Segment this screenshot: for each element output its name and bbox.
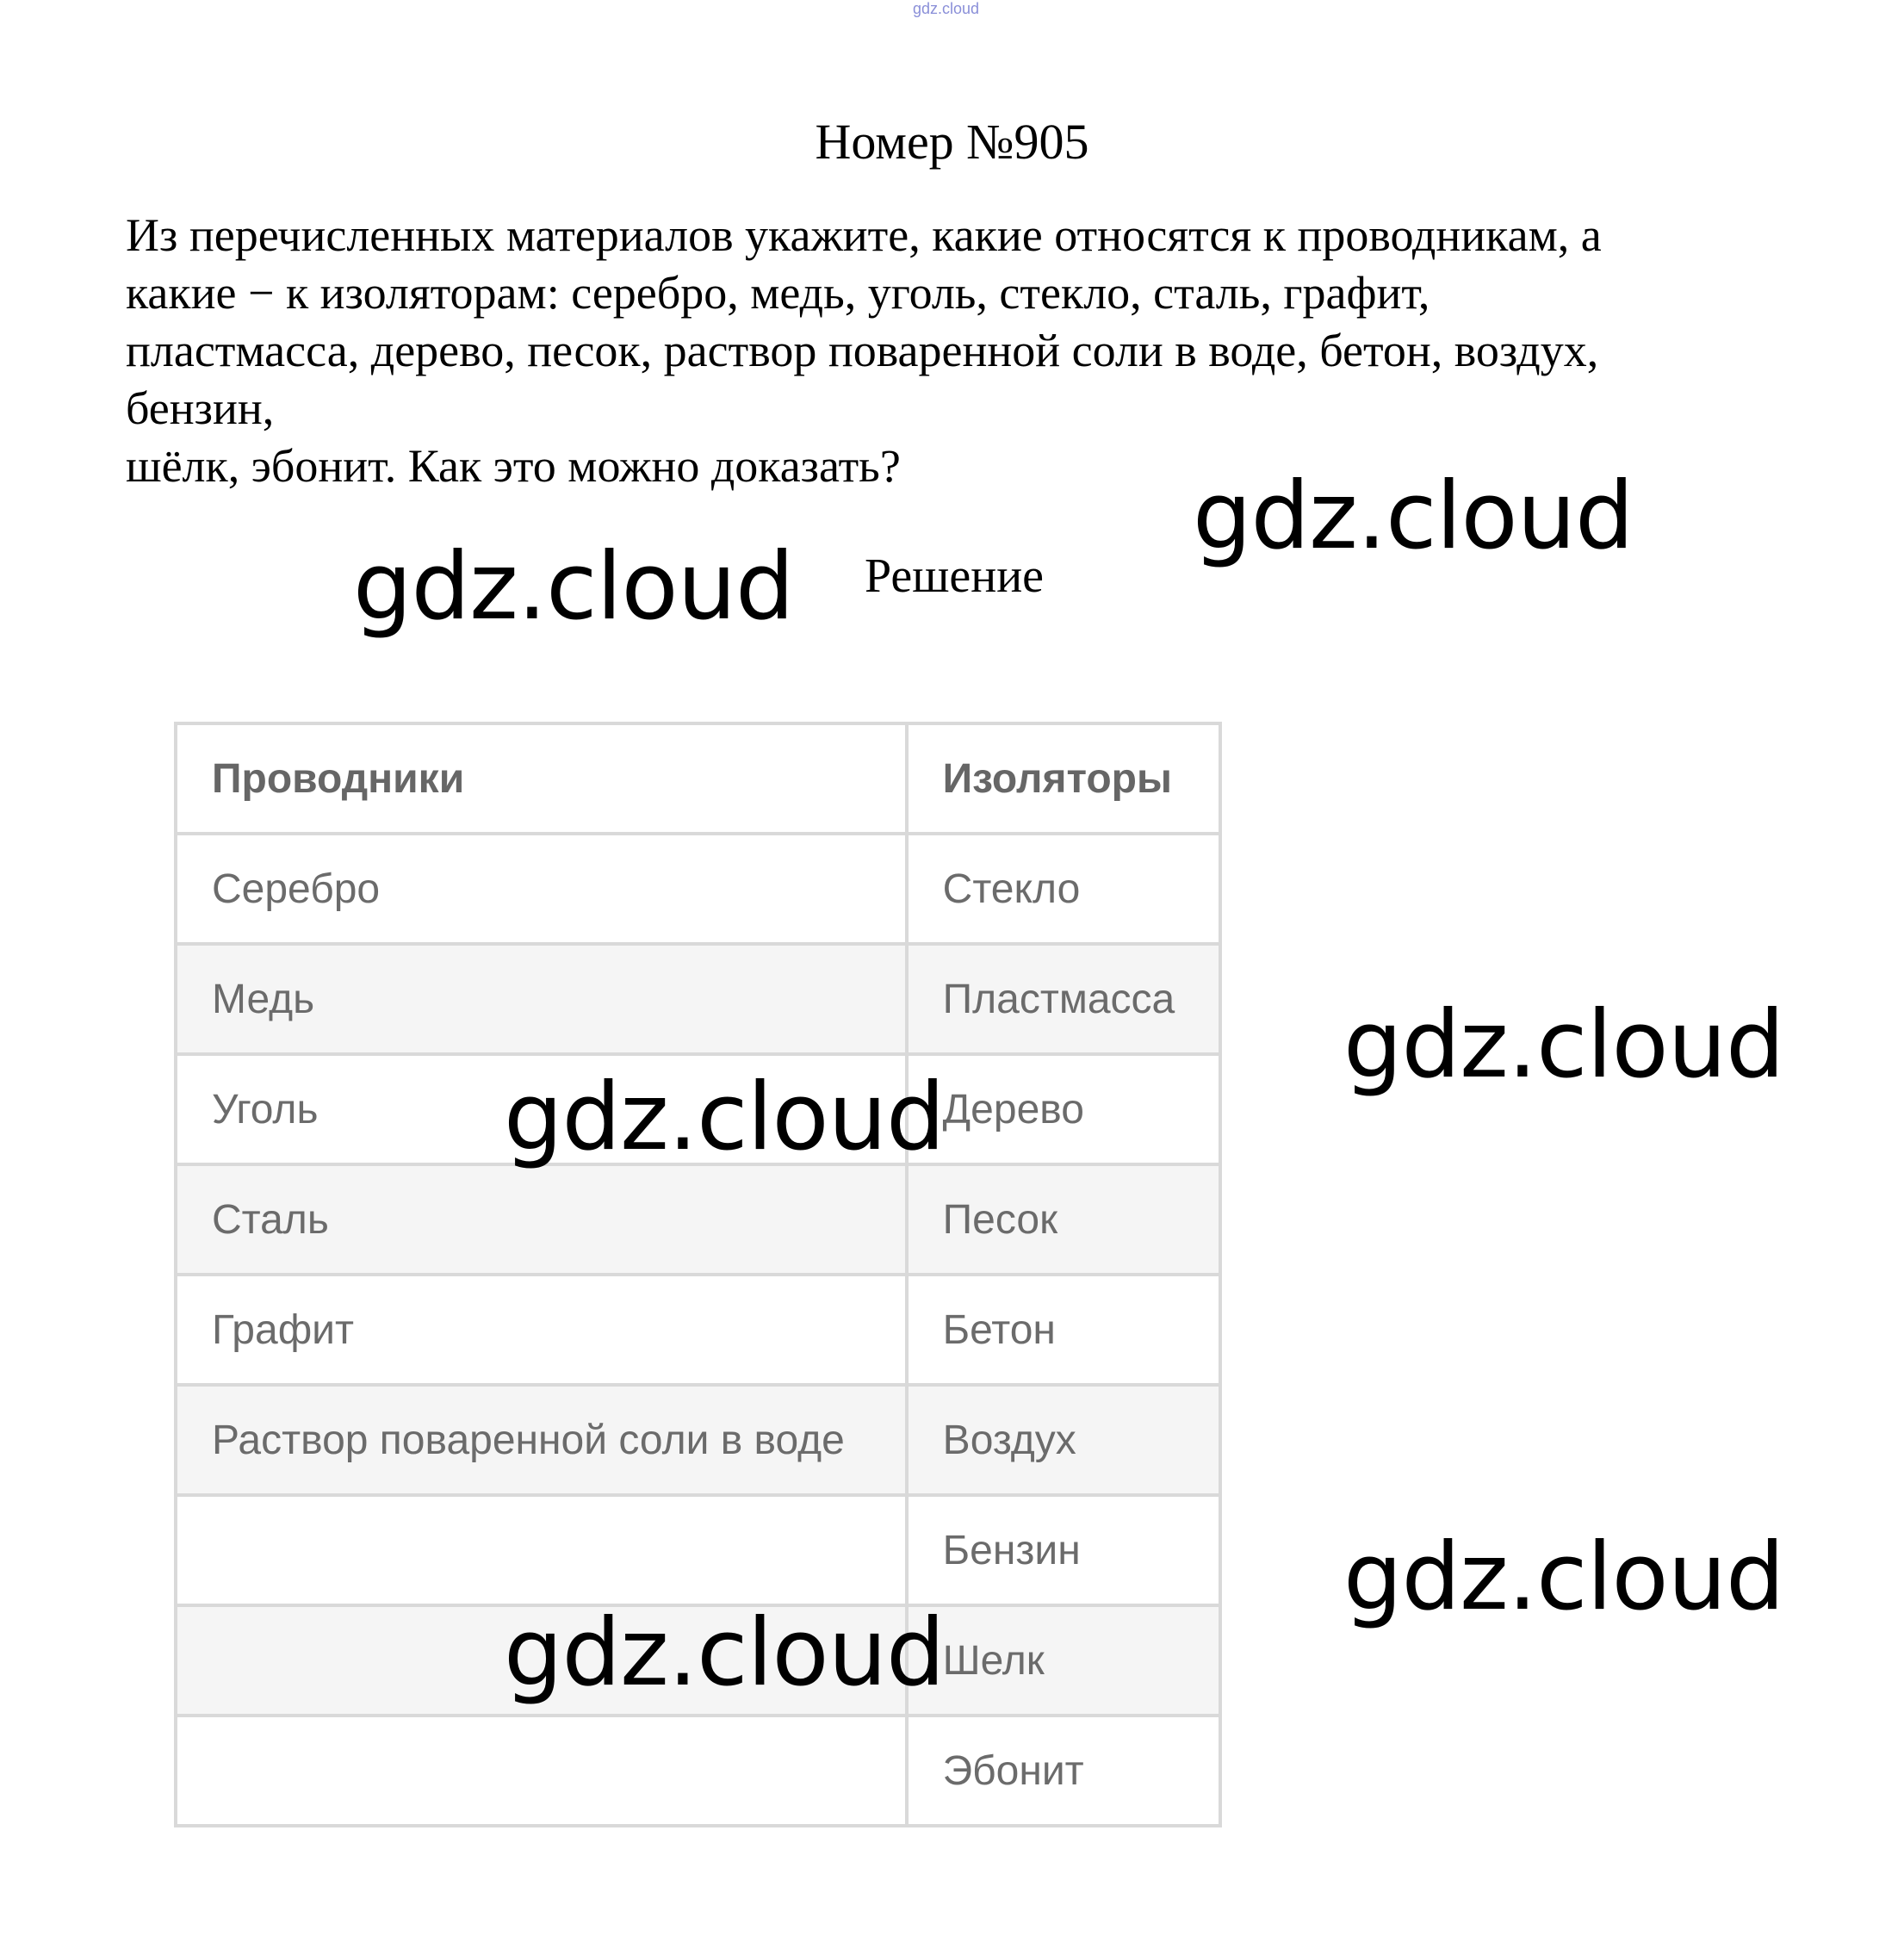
insulator-cell: Дерево [907,1054,1220,1164]
insulator-cell: Эбонит [907,1716,1220,1826]
problem-line: пластмасса, дерево, песок, раствор поваренной соли в воде, бетон, воздух, [126,325,1599,376]
watermark: gdz.cloud [1193,462,1634,570]
problem-line: какие − к изоляторам: серебро, медь, уголь, стекло, сталь, графит, [126,267,1430,319]
problem-line: Из перечисленных материалов укажите, какие относятся к проводникам, а [126,209,1602,261]
problem-line: шёлк, эбонит. Как это можно доказать? [126,440,901,492]
conductor-cell: Сталь [176,1164,907,1275]
problem-statement [126,207,1788,495]
insulator-cell: Стекло [907,834,1220,944]
conductor-cell: Графит [176,1275,907,1385]
table-row [176,944,1220,1054]
insulator-cell: Бензин [907,1495,1220,1605]
table-row [176,1495,1220,1605]
table-row [176,1164,1220,1275]
watermark: gdz.cloud [353,533,794,641]
insulator-cell: Воздух [907,1385,1220,1495]
top-watermark: gdz.cloud [913,0,980,17]
conductor-cell: Медь [176,944,907,1054]
watermark: gdz.cloud [1343,1523,1784,1631]
watermark: gdz.cloud [504,1064,945,1171]
conductor-cell: Уголь [176,1054,907,1164]
page-title: Номер №905 [815,114,1089,170]
conductor-cell: Серебро [176,834,907,944]
insulator-cell: Шелк [907,1605,1220,1716]
table-row [176,1275,1220,1385]
conductor-cell [176,1716,907,1826]
table-row [176,1385,1220,1495]
insulator-cell: Песок [907,1164,1220,1275]
solution-heading: Решение [865,549,1045,603]
insulator-cell: Пластмасса [907,944,1220,1054]
conductor-cell: Раствор поваренной соли в воде [176,1385,907,1495]
header-insulators: Изоляторы [907,723,1220,834]
table-row [176,1716,1220,1826]
conductor-cell [176,1495,907,1605]
problem-line: бензин, [126,382,275,434]
insulator-cell: Бетон [907,1275,1220,1385]
table-row [176,834,1220,944]
header-conductors: Проводники [176,723,907,834]
table-header-row [176,723,1220,834]
watermark: gdz.cloud [504,1599,945,1707]
watermark: gdz.cloud [1343,991,1784,1099]
